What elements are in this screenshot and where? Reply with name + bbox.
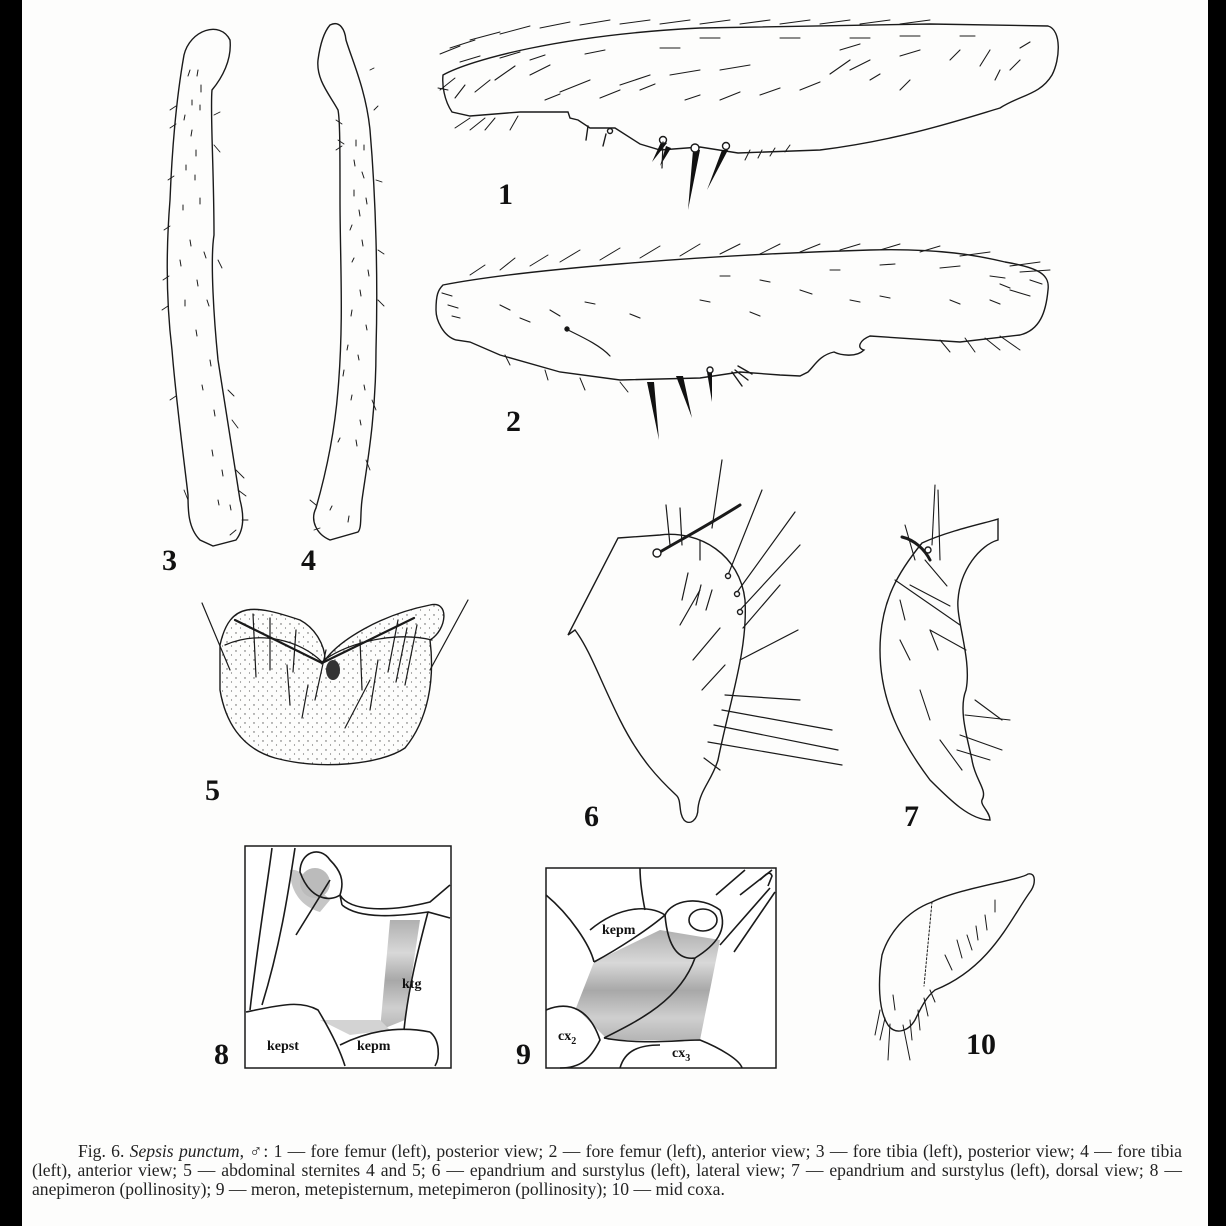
panel-label-2: 2 <box>506 405 521 438</box>
panel-label-8: 8 <box>214 1038 229 1071</box>
panel-3-drawing <box>162 29 248 546</box>
panel-8-drawing <box>245 846 451 1068</box>
panel-label-1: 1 <box>498 178 513 211</box>
region-label-cx3: $cx_3$ <box>672 1046 691 1064</box>
region-label-kepm: kepm <box>602 923 636 938</box>
panel-6-drawing <box>568 460 842 822</box>
caption-sex: , ♂: <box>239 1140 274 1161</box>
panel-label-7: 7 <box>904 800 919 833</box>
figure-page <box>22 0 1208 1226</box>
panel-label-9: 9 <box>516 1038 531 1071</box>
panel-4-drawing <box>310 24 384 540</box>
panel-10-drawing <box>875 874 1034 1060</box>
region-label-kepst: kepst <box>267 1039 299 1054</box>
panel-label-5: 5 <box>205 774 220 807</box>
region-label-kepm: kepm <box>357 1039 391 1054</box>
region-label-ktg: ktg <box>402 977 422 992</box>
panel-label-6: 6 <box>584 800 599 833</box>
panel-5-drawing <box>202 600 468 765</box>
caption-species: Sepsis punctum <box>129 1140 240 1161</box>
panel-label-10: 10 <box>966 1028 996 1061</box>
figure-caption <box>32 1142 1182 1200</box>
region-label-cx2: $cx_2$ <box>558 1029 577 1047</box>
figure-plate <box>22 0 1226 1110</box>
panel-2-drawing <box>436 244 1050 440</box>
caption-body: 1 — fore femur (left), posterior view; 2 — fore femur (left), anterior view; 3 — fore tibia (left), posterior view; 4 — fore tibia (left), anterior view; 5 — abdominal sternites 4 and 5; 6 — epandrium and surstylus (left), lateral view; 7 — epandrium and surstylus (left), dorsal view; 8 — anepimeron (pollinosity); 9 — meron, metepisternum, metepimeron (pollinosity); 10 — mid coxa. <box>32 1140 1182 1200</box>
panel-7-drawing <box>880 485 1010 820</box>
panel-9-drawing <box>546 868 776 1068</box>
panel-label-3: 3 <box>162 544 177 577</box>
panel-1-drawing <box>438 20 1058 210</box>
panel-label-4: 4 <box>301 544 316 577</box>
caption-prefix: Fig. 6. <box>78 1140 130 1161</box>
